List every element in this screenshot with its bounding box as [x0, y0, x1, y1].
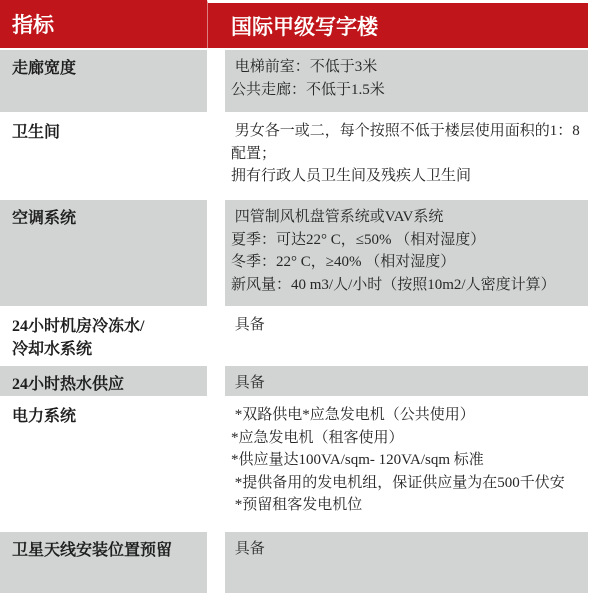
column-gap	[207, 114, 225, 198]
row-24h-chilled-cooling-water	[0, 308, 588, 364]
row-hvac-system	[0, 200, 588, 306]
column-gap	[207, 308, 225, 364]
indicator-cell	[0, 532, 207, 593]
header-label-grade-a-office: 国际甲级写字楼	[231, 14, 378, 39]
column-gap	[207, 200, 225, 306]
row-satellite-antenna-reserve	[0, 532, 588, 593]
header-cell-indicator	[0, 0, 207, 48]
header-cell-grade-a-office	[225, 0, 588, 48]
value-text: 电梯前室：不低于3米 公共走廊：不低于1.5米	[231, 59, 385, 98]
column-gap	[207, 532, 225, 593]
value-text: 具备	[231, 541, 265, 557]
value-cell	[225, 114, 588, 198]
value-cell	[225, 200, 588, 306]
indicator-cell	[0, 200, 207, 306]
indicator-cell	[0, 366, 207, 396]
indicator-label: 卫星天线安装位置预留	[12, 542, 173, 559]
value-text: 四管制风机盘管系统或VAV系统 夏季：可达22° C，≤50% （相对湿度） 冬季：22° C，≥40% （相对湿度） 新风量：40 m3/人/小时（按照10m2/人密度计算）	[231, 209, 556, 293]
column-gap	[207, 50, 225, 112]
column-gap	[207, 398, 225, 530]
column-gap	[207, 0, 225, 48]
header-label-indicator: 指标	[12, 13, 54, 37]
value-text: 男女各一或二，每个按照不低于楼层使用面积的1：8 配置； 拥有行政人员卫生间及残疾人卫生间	[231, 123, 580, 184]
value-text: *双路供电*应急发电机（公共使用） *应急发电机（租客使用） *供应量达100VA/sqm- 120VA/sqm 标准 *提供备用的发电机组，保证供应量为在500千伏安 *预留租客发电机位	[231, 407, 565, 513]
value-cell	[225, 398, 588, 530]
column-gap	[207, 366, 225, 396]
indicator-label: 卫生间	[12, 124, 61, 141]
indicator-label: 24小时热水供应	[12, 376, 125, 393]
indicator-cell	[0, 114, 207, 198]
row-power-system	[0, 398, 588, 530]
indicator-cell	[0, 398, 207, 530]
row-corridor-width	[0, 50, 588, 112]
value-cell	[225, 50, 588, 112]
indicator-label: 电力系统	[12, 408, 77, 425]
indicator-cell	[0, 50, 207, 112]
value-cell	[225, 308, 588, 364]
row-restroom	[0, 114, 588, 198]
value-text: 具备	[231, 317, 265, 333]
table-header-row	[0, 0, 588, 48]
indicator-cell	[0, 308, 207, 364]
row-24h-hot-water	[0, 366, 588, 396]
value-cell	[225, 366, 588, 396]
indicator-label: 走廊宽度	[12, 60, 77, 77]
indicator-label: 24小时机房冷冻水/ 冷却水系统	[12, 318, 145, 358]
value-cell	[225, 532, 588, 593]
value-text: 具备	[231, 375, 265, 391]
indicator-label: 空调系统	[12, 210, 77, 227]
